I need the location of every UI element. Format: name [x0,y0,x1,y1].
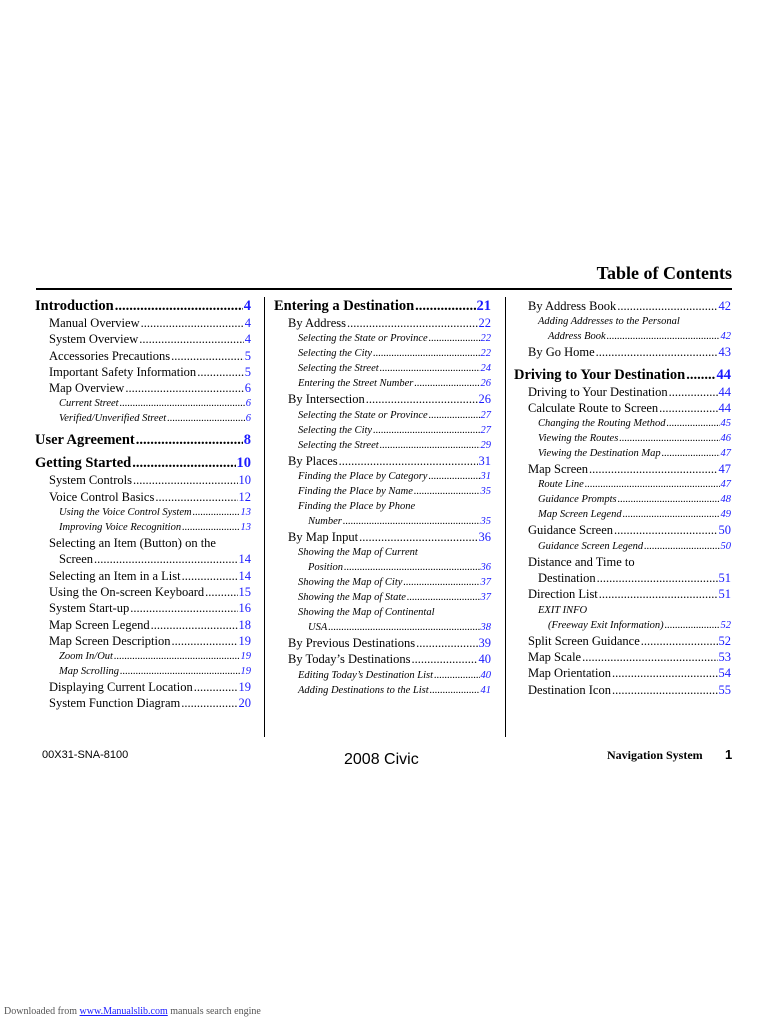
toc-page-number: 51 [718,571,731,586]
toc-entry[interactable] [49,331,251,347]
leader-dots [582,649,717,665]
toc-page-number: 26 [478,392,491,407]
toc-page-number: 4 [244,332,251,347]
toc-subentry[interactable] [538,416,731,431]
leader-dots [585,477,720,492]
toc-page-number: 49 [720,509,731,521]
toc-subentry[interactable] [538,446,731,461]
toc-subentry[interactable] [538,431,731,446]
toc-entry-label: Showing the Map of State [298,592,406,604]
toc-entry[interactable] [528,586,731,602]
toc-page-number: 13 [240,507,251,519]
leader-dots [416,635,477,651]
toc-subentry[interactable] [538,492,731,507]
toc-entry-label: (Freeway Exit Information) [548,619,664,631]
toc-page-number: 43 [718,345,731,360]
toc-entry[interactable] [49,695,251,711]
toc-page-number: 6 [244,381,251,396]
leader-dots [151,617,238,633]
toc-entry[interactable] [49,315,251,331]
toc-page-number: 35 [480,485,491,497]
leader-dots [665,618,720,633]
toc-subentry[interactable] [298,545,491,575]
toc-page-number: 16 [238,601,251,616]
toc-entry[interactable] [49,584,251,600]
toc-column-3 [514,298,731,698]
toc-entry-label: Split Screen Guidance [528,633,640,648]
toc-entry[interactable] [528,344,731,360]
toc-entry-label: Guidance Screen Legend [538,540,644,552]
leader-dots [347,315,478,331]
toc-entry-label: System Function Diagram [49,696,181,711]
toc-subentry[interactable] [298,590,491,605]
toc-page-number: 4 [244,316,251,330]
leader-dots [130,600,237,616]
toc-subentry[interactable] [298,484,491,499]
toc-entry-label: Direction List [528,587,598,602]
leader-dots [328,620,479,635]
section-name: Navigation System [607,748,703,762]
toc-page-number: 31 [478,453,491,468]
toc-page-number: 40 [480,669,491,681]
leader-dots [197,364,244,380]
toc-column-1 [35,298,251,712]
leader-dots [120,396,245,411]
toc-page-number: 53 [718,649,731,664]
toc-entry-label: Map Screen [528,462,589,477]
toc-entry-label: Map Screen Legend [49,617,150,632]
toc-page-number: 35 [480,515,491,527]
toc-entry-label: Selecting the State or Province [298,333,428,345]
toc-entry-label: Accessories Precautions [49,348,171,363]
leader-dots [428,469,479,484]
leader-dots [359,529,477,545]
toc-entry-label: Showing the Map of Current [298,547,418,559]
toc-entry-label: Selecting the Street [298,439,379,451]
leader-dots [612,665,718,681]
toc-entry[interactable] [49,348,251,364]
leader-dots [414,376,479,391]
toc-page-number: 50 [720,540,731,552]
leader-dots [125,380,243,396]
leader-dots [343,514,480,529]
page-number: 1 [725,747,733,762]
leader-dots [644,539,719,554]
toc-page-number: 22 [480,348,491,360]
toc-page-number: 12 [238,489,251,504]
toc-section[interactable] [35,455,251,472]
toc-entry-label: Current Street [59,398,119,410]
toc-entry[interactable] [288,529,491,545]
leader-dots [430,683,480,698]
toc-page-number: 47 [718,462,731,477]
toc-entry[interactable] [49,489,251,505]
toc-page-number: 5 [244,364,251,379]
leader-dots [597,570,718,586]
leader-dots [666,416,719,431]
leader-dots [132,455,235,472]
toc-entry-label: Verified/Unverified Street [59,413,167,425]
leader-dots [429,331,480,346]
toc-subentry[interactable] [298,683,491,698]
toc-page-number: 27 [480,424,491,436]
toc-entry[interactable] [288,651,491,667]
leader-dots [407,590,480,605]
toc-page-number: 15 [238,584,251,599]
toc-entry-label: Destination [538,571,596,586]
leader-dots [366,391,478,407]
leader-dots [623,507,720,522]
leader-dots [434,668,479,683]
toc-entry-label: Address Book [548,331,606,343]
toc-page-number: 24 [480,363,491,375]
toc-entry-label: Map Scrolling [59,666,119,678]
toc-entry-label: Route Line [538,479,584,491]
toc-page-number: 42 [718,299,731,313]
toc-subentry[interactable] [538,507,731,522]
toc-entry-label: Finding the Place by Phone [298,500,416,512]
toc-entry[interactable] [288,453,491,469]
toc-entry-label: Selecting the Street [298,363,379,375]
toc-entry[interactable] [528,298,731,314]
toc-section[interactable] [274,298,491,315]
leader-dots [120,664,240,679]
download-suffix: manuals search engine [170,1006,261,1017]
toc-entry-label: Selecting an Item in a List [49,568,181,583]
leader-dots [172,633,238,649]
toc-page-number: 19 [238,633,251,648]
toc-entry-label: Changing the Routing Method [538,418,666,430]
toc-page-number: 39 [478,636,491,651]
toc-entry-label: Adding Addresses to the Personal [538,316,680,328]
toc-entry-label: System Overview [49,332,139,347]
toc-subentry[interactable] [298,346,491,361]
toc-entry[interactable] [528,461,731,477]
toc-entry[interactable] [528,400,731,416]
toc-subentry[interactable] [298,575,491,590]
toc-page-number: 46 [720,433,731,445]
download-prefix: Downloaded from [4,1006,78,1017]
download-note [4,1006,261,1017]
toc-subentry[interactable] [298,408,491,423]
toc-page-number: 36 [478,529,491,544]
toc-entry[interactable] [528,522,731,538]
toc-entry-label: Viewing the Routes [538,433,619,445]
toc-entry[interactable] [528,554,731,587]
leader-dots [618,492,720,507]
toc-page-number: 18 [238,617,251,632]
toc-page-number: 44 [718,400,731,415]
toc-page-number: 51 [718,587,731,602]
toc-entry-label: Screen [59,552,94,567]
toc-page-number: 29 [480,439,491,451]
leader-dots [596,344,718,360]
toc-entry-label: Selecting the City [298,424,373,436]
toc-page-number: 19 [238,680,251,695]
toc-subentry[interactable] [298,361,491,376]
document-code: 00X31-SNA-8100 [42,749,129,761]
toc-entry-label: By Go Home [528,345,595,360]
toc-entry-label: Improving Voice Recognition [59,522,182,534]
toc-entry-label: Selecting the City [298,348,373,360]
toc-entry-label: Destination Icon [528,682,611,697]
leader-dots [115,298,243,315]
toc-entry[interactable] [528,384,731,400]
toc-section[interactable] [35,432,251,449]
leader-dots [607,329,720,344]
toc-page-number: 41 [480,684,491,696]
toc-entry-label: Using the Voice Control System [59,507,192,519]
leader-dots [686,367,715,384]
toc-subentry[interactable] [298,469,491,484]
column-divider-2 [505,297,506,737]
leader-dots [617,298,717,314]
toc-page-number: 4 [243,298,251,314]
leader-dots [414,484,480,499]
toc-subentry[interactable] [538,539,731,554]
toc-entry-label: Voice Control Basics [49,489,155,504]
toc-entry-label: System Controls [49,473,132,488]
leader-dots [171,348,244,364]
toc-entry-label: Adding Destinations to the List [298,684,429,696]
toc-entry-label: Using the On-screen Keyboard [49,584,205,599]
toc-entry-label: By Today’s Destinations [288,652,411,667]
toc-subentry[interactable] [59,396,251,411]
toc-subentry[interactable] [59,664,251,679]
toc-page-number: 54 [718,666,731,681]
toc-subentry[interactable] [538,477,731,492]
toc-entry[interactable] [49,380,251,396]
toc-entry-label: Manual Overview [49,316,140,330]
manualslib-link[interactable]: www.Manualslib.com [79,1006,168,1017]
toc-subentry[interactable] [298,438,491,453]
toc-entry-label: By Address [288,316,346,330]
leader-dots [373,346,479,361]
leader-dots [659,400,717,416]
toc-page-number: 55 [718,682,731,697]
toc-entry[interactable] [288,391,491,407]
toc-entry[interactable] [49,679,251,695]
vehicle-model: 2008 Civic [344,751,419,768]
leader-dots [619,431,719,446]
leader-dots [599,586,718,602]
toc-page-number: 48 [720,494,731,506]
toc-subentry[interactable] [538,314,731,344]
toc-page-number: 8 [243,432,251,449]
column-divider-1 [264,297,265,737]
leader-dots [380,438,480,453]
toc-entry-label: Entering the Street Number [298,378,414,390]
toc-subentry[interactable] [59,505,251,520]
leader-dots [205,584,237,600]
toc-entry-label: Displaying Current Location [49,680,193,695]
toc-entry[interactable] [49,535,251,568]
toc-entry-label: Entering a Destination [274,298,415,314]
toc-entry-label: Number [308,515,342,527]
toc-subentry[interactable] [298,331,491,346]
leader-dots [344,560,479,575]
toc-page-number: 20 [238,696,251,711]
toc-page-number: 52 [718,633,731,648]
leader-dots [669,384,718,400]
leader-dots [182,520,239,535]
toc-page-number: 50 [718,523,731,538]
toc-section[interactable] [514,367,731,384]
leader-dots [373,423,479,438]
leader-dots [339,453,478,469]
toc-page-number: 19 [240,651,251,663]
leader-dots [133,472,238,488]
leader-dots [139,331,244,347]
leader-dots [193,505,240,520]
toc-entry-label: By Places [288,453,338,468]
toc-entry-label: Viewing the Destination Map [538,448,661,460]
title-rule [36,288,732,290]
toc-entry-label: Introduction [35,298,114,314]
leader-dots [403,575,479,590]
toc-page-number: 45 [720,418,731,430]
toc-entry-label: Editing Today’s Destination List [298,669,434,681]
toc-subentry[interactable] [59,520,251,535]
leader-dots [614,522,717,538]
toc-entry-label: Calculate Route to Screen [528,400,659,415]
toc-entry-label: Selecting the State or Province [298,409,428,421]
toc-entry-label: Map Screen Legend [538,509,622,521]
toc-entry-label: By Map Input [288,529,359,544]
toc-entry-label: Important Safety Information [49,364,197,379]
toc-subentry[interactable] [298,499,491,529]
toc-entry-label: Map Overview [49,381,125,396]
toc-entry[interactable] [49,568,251,584]
toc-entry-label: By Previous Destinations [288,636,416,651]
toc-page-number: 44 [718,384,731,399]
toc-subentry[interactable] [59,649,251,664]
toc-entry[interactable] [528,649,731,665]
toc-page-number: 5 [244,348,251,363]
toc-column-2 [274,298,491,698]
toc-page-number: 40 [478,652,491,667]
toc-page-number: 44 [716,366,731,383]
toc-entry-label: Guidance Prompts [538,494,617,506]
toc-page-number: 22 [478,316,491,330]
toc-page-number: 14 [238,552,251,567]
toc-entry-label: Driving to Your Destination [514,366,686,383]
toc-page-number: 13 [240,522,251,534]
toc-subentry[interactable] [298,605,491,635]
toc-entry-label: Zoom In/Out [59,651,113,663]
page-title: Table of Contents [596,263,732,283]
leader-dots [182,568,238,584]
toc-page-number: 19 [240,666,251,678]
leader-dots [641,633,718,649]
toc-page-number: 6 [245,398,251,410]
toc-entry[interactable] [49,364,251,380]
toc-page-number: 36 [480,562,491,574]
toc-entry[interactable] [49,600,251,616]
toc-page-number: 27 [480,409,491,421]
leader-dots [181,695,237,711]
toc-subentry[interactable] [298,376,491,391]
toc-subentry[interactable] [298,668,491,683]
toc-entry-label: Map Scale [528,649,582,664]
toc-entry[interactable] [528,633,731,649]
toc-entry-label: System Start-up [49,601,130,616]
leader-dots [380,361,480,376]
toc-entry[interactable] [528,665,731,681]
toc-entry[interactable] [49,472,251,488]
toc-page-number: 22 [480,333,491,345]
leader-dots [114,649,240,664]
toc-entry-label: Map Orientation [528,666,611,681]
leader-dots [194,679,238,695]
toc-entry-label: By Address Book [528,299,617,313]
toc-entry-label: Showing the Map of City [298,577,403,589]
toc-page-number: 37 [480,592,491,604]
toc-entry[interactable] [288,635,491,651]
toc-page-number: 31 [480,470,491,482]
toc-entry[interactable] [49,633,251,649]
leader-dots [136,432,243,449]
toc-page-number: 10 [236,455,251,472]
toc-entry-label: USA [308,622,328,634]
leader-dots [94,551,237,567]
toc-page-number: 47 [720,479,731,491]
toc-page-number: 26 [480,378,491,390]
toc-entry-label: Driving to Your Destination [528,384,668,399]
toc-entry[interactable] [288,315,491,331]
toc-page-number: 47 [720,448,731,460]
toc-page-number: 6 [245,413,251,425]
toc-entry-label: Map Screen Description [49,633,171,648]
toc-entry-label: Finding the Place by Category [298,470,428,482]
toc-page-number: 38 [480,622,491,634]
toc-entry-label: Guidance Screen [528,523,614,538]
leader-dots [167,411,245,426]
leader-dots [589,461,717,477]
toc-entry-label: Position [308,562,344,574]
toc-subentry[interactable] [59,411,251,426]
toc-entry-label: EXIT INFO [538,604,588,616]
toc-subentry[interactable] [298,423,491,438]
toc-entry-label: Selecting an Item (Button) on the [49,536,216,551]
toc-section[interactable] [35,298,251,315]
leader-dots [141,315,244,331]
leader-dots [612,682,718,698]
toc-entry-label: By Intersection [288,392,365,407]
leader-dots [415,298,475,315]
toc-page-number: 37 [480,577,491,589]
leader-dots [429,408,480,423]
toc-page-number: 21 [476,298,491,314]
toc-page-number: 14 [238,568,251,583]
toc-entry-label: Finding the Place by Name [298,485,413,497]
toc-subentry[interactable] [538,603,731,633]
toc-entry[interactable] [49,617,251,633]
toc-page-number: 10 [238,473,251,488]
toc-entry-label: Distance and Time to [528,554,635,569]
toc-entry-label: Showing the Map of Continental [298,607,435,619]
toc-entry-label: Getting Started [35,455,132,472]
leader-dots [412,651,478,667]
leader-dots [155,489,237,505]
leader-dots [662,446,720,461]
toc-entry-label: User Agreement [35,432,135,449]
toc-page-number: 42 [720,331,731,343]
toc-entry[interactable] [528,682,731,698]
toc-page-number: 52 [720,619,731,631]
